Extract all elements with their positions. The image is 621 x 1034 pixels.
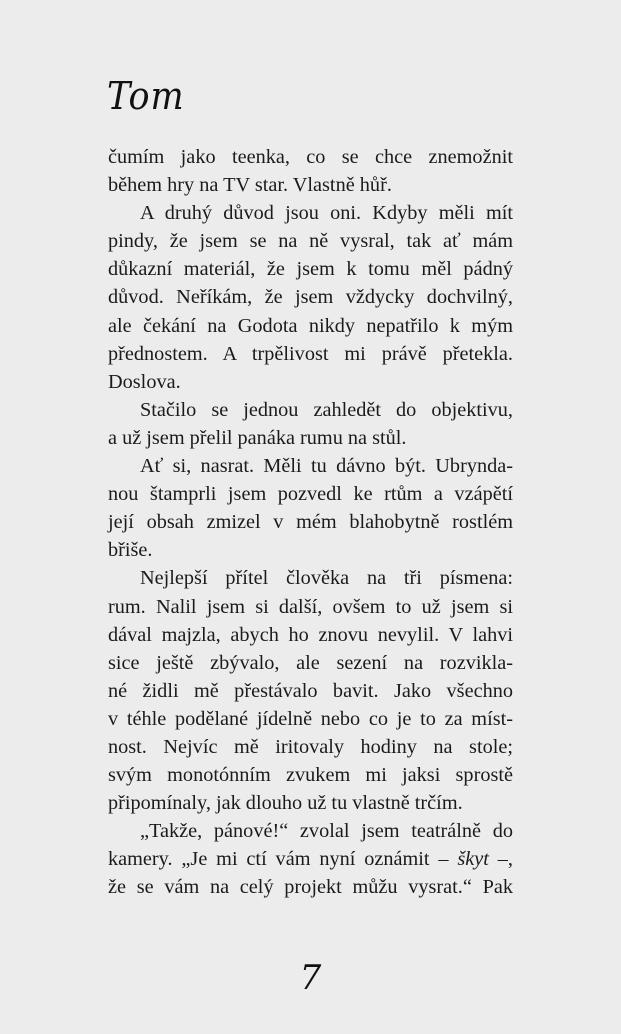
- text-line: v téhle podělané jídelně nebo co je to za míst-: [108, 707, 513, 730]
- text-line: břiše.: [108, 539, 153, 562]
- text-line: rum. Nalil jsem si další, ovšem to už jsem si: [108, 595, 513, 618]
- body-text: [108, 143, 513, 902]
- text-line: pindy, že jsem se na ně vysral, tak ať mám: [108, 230, 513, 253]
- text-line: né židli mě přestávalo bavit. Jako všechno: [108, 679, 513, 702]
- text-line: „Takže, pánové!“ zvolal jsem teatrálně do: [140, 820, 513, 843]
- text-line: Stačilo se jednou zahledět do objektivu,: [140, 398, 513, 421]
- text-line: A druhý důvod jsou oni. Kdyby měli mít: [140, 202, 513, 225]
- text-line: připomínaly, jak dlouho už tu vlastně trčím.: [108, 792, 463, 815]
- chapter-header: Tom: [107, 74, 185, 118]
- text-line: čumím jako teenka, co se chce znemožnit: [108, 146, 513, 168]
- text-line: důkazní materiál, že jsem k tomu měl pádný: [108, 258, 513, 281]
- text-line: přednostem. A trpělivost mi právě přetekla.: [108, 342, 513, 365]
- text-line: její obsah zmizel v mém blahobytně rostlém: [108, 511, 513, 534]
- page-number: 7: [299, 958, 322, 998]
- text-line: během hry na TV star. Vlastně hůř.: [108, 174, 392, 197]
- text-line: a už jsem přelil panáka rumu na stůl.: [108, 426, 407, 449]
- text-line: kamery. „Je mi ctí vám nyní oznámit – škyt –,: [108, 848, 513, 871]
- text-line: Nejlepší přítel člověka na tři písmena:: [140, 567, 513, 590]
- text-line: že se vám na celý projekt můžu vysrat.“ Pak: [108, 876, 513, 899]
- text-line: nou štamprli jsem pozvedl ke rtům a vzápětí: [108, 483, 513, 506]
- text-line: sice ještě zbývalo, ale sezení na rozvikla-: [108, 651, 513, 674]
- text-line: ale čekání na Godota nikdy nepatřilo k mým: [108, 314, 513, 337]
- text-line: Doslova.: [108, 370, 181, 393]
- text-line: důvod. Neříkám, že jsem vždycky dochvilný,: [108, 286, 513, 309]
- text-line: Ať si, nasrat. Měli tu dávno být. Ubrynda-: [140, 455, 513, 478]
- text-line: nost. Nejvíc mě iritovaly hodiny na stole;: [108, 735, 513, 758]
- text-line: dával majzla, abych ho znovu nevylil. V lahvi: [108, 623, 513, 646]
- text-line: svým monotónním zvukem mi jaksi sprostě: [108, 764, 513, 787]
